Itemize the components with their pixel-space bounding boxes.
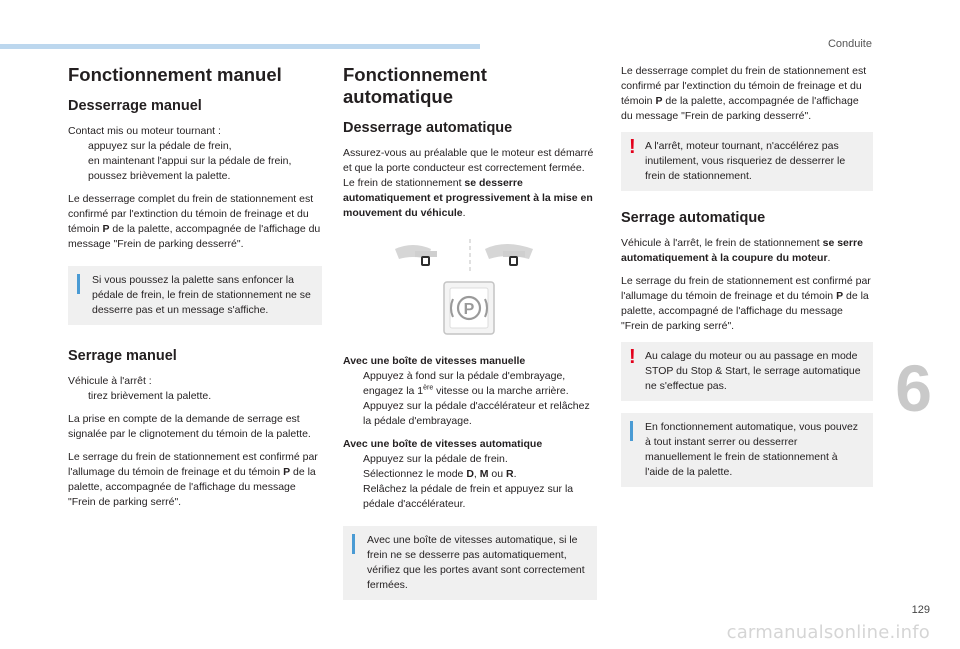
heading-automatic-release: Desserrage automatique — [343, 120, 513, 136]
heading-manual-release: Desserrage manuel — [68, 98, 202, 114]
info-marker-icon — [352, 534, 355, 554]
heading-automatic-operation: Fonctionnement automatique — [343, 64, 487, 107]
automatic-gearbox-steps — [343, 452, 597, 512]
list-item: Relâchez la pédale de frein et appuyez sur la pédale d'accélérateur. — [363, 483, 574, 510]
list-item: Appuyez à fond sur la pédale d'embrayage, engagez la 1ère vitesse ou la marche arrière. — [363, 370, 569, 397]
warning-note: ! A l'arrêt, moteur tournant, n'accélérez pas inutilement, vous risqueriez de desserrer le frein de stationnement. — [621, 132, 873, 191]
heading-manual-operation: Fonctionnement manuel — [68, 64, 282, 85]
chapter-title: Conduite — [827, 38, 872, 50]
manual-apply-steps — [68, 389, 322, 404]
auto-release-confirm: Le desserrage complet du frein de stationnement est confirmé par l'extinction du témoin de freinage et du témoin P de la palette, accompagnée de l'affichage du message "Frein de parking desserré". — [621, 65, 867, 122]
heading-automatic-apply: Serrage automatique — [621, 210, 766, 226]
auto-apply-confirm: Le serrage du frein de stationnement est confirmé par l'allumage du témoin de freinage et du témoin P de la palette, accompagné de l'affichage du message "Frein de parking serré". — [621, 275, 871, 332]
manual-release-steps — [68, 139, 322, 184]
manual-apply-intro: Véhicule à l'arrêt : — [68, 375, 152, 387]
warning-icon: ! — [629, 346, 636, 368]
column-automatic-continued — [621, 64, 873, 499]
column-automatic — [343, 64, 597, 612]
column-manual — [68, 64, 322, 518]
right-steering-wheel-icon — [485, 244, 533, 266]
heading-manual-apply: Serrage manuel — [68, 348, 177, 364]
list-item: appuyez sur la pédale de frein, — [88, 140, 232, 152]
list-item: Appuyez sur la pédale d'accélérateur et relâchez la pédale d'embrayage. — [363, 400, 590, 427]
manual-gearbox-title: Avec une boîte de vitesses manuelle — [343, 355, 526, 367]
list-item: Appuyez sur la pédale de frein. — [363, 453, 508, 465]
info-marker-icon — [77, 274, 80, 294]
page-number: 129 — [911, 604, 930, 616]
list-item: en maintenant l'appui sur la pédale de frein, poussez brièvement la palette. — [88, 155, 292, 182]
list-item: Sélectionnez le mode D, M ou R. — [363, 468, 517, 480]
automatic-gearbox-title: Avec une boîte de vitesses automatique — [343, 438, 543, 450]
auto-release-precondition: Assurez-vous au préalable que le moteur est démarré et que la porte conducteur est correctement fermée. — [343, 147, 594, 174]
parking-brake-illustration — [343, 229, 597, 344]
warning-icon: ! — [629, 136, 636, 158]
manual-apply-confirm: Le serrage du frein de stationnement est confirmé par l'allumage du témoin de freinage et du témoin P de la palette, accompagnée de l'affichage du message "Frein de parking serré". — [68, 451, 318, 508]
watermark: carmanualsonline.info — [726, 622, 930, 643]
chapter-number: 6 — [895, 351, 932, 425]
info-note: En fonctionnement automatique, vous pouvez à tout instant serrer ou desserrer manuellement le frein de stationnement à l'aide de la palette. — [621, 413, 873, 487]
info-note: Si vous poussez la palette sans enfoncer la pédale de frein, le frein de stationnement ne se desserre pas et un message s'affiche. — [68, 266, 322, 325]
left-steering-wheel-icon — [395, 245, 437, 266]
manual-apply-blink: La prise en compte de la demande de serrage est signalée par le clignotement du témoin de la palette. — [68, 413, 311, 440]
info-marker-icon — [630, 421, 633, 441]
top-accent-bar — [0, 44, 480, 49]
list-item: tirez brièvement la palette. — [88, 390, 212, 402]
p-symbol-icon: P — [463, 301, 475, 318]
info-note: Avec une boîte de vitesses automatique, si le frein ne se desserre pas automatiquement, vérifiez que les portes avant sont correctement fermées. — [343, 526, 597, 600]
manual-gearbox-steps — [343, 369, 597, 429]
manual-release-confirm: Le desserrage complet du frein de stationnement est confirmé par l'extinction du témoin de freinage et du témoin P de la palette, accompagnée de l'affichage du message "Frein de parking desserré". — [68, 193, 321, 250]
auto-apply-desc: Véhicule à l'arrêt, le frein de stationnement se serre automatiquement à la coupure du moteur. — [621, 237, 863, 264]
manual-release-intro: Contact mis ou moteur tournant : — [68, 125, 221, 137]
auto-release-desc: Le frein de stationnement se desserre automatiquement et progressivement à la mise en mouvement du véhicule. — [343, 177, 593, 219]
warning-note: ! Au calage du moteur ou au passage en mode STOP du Stop & Start, le serrage automatique ne s'effectue pas. — [621, 342, 873, 401]
illustration-svg — [343, 229, 597, 344]
